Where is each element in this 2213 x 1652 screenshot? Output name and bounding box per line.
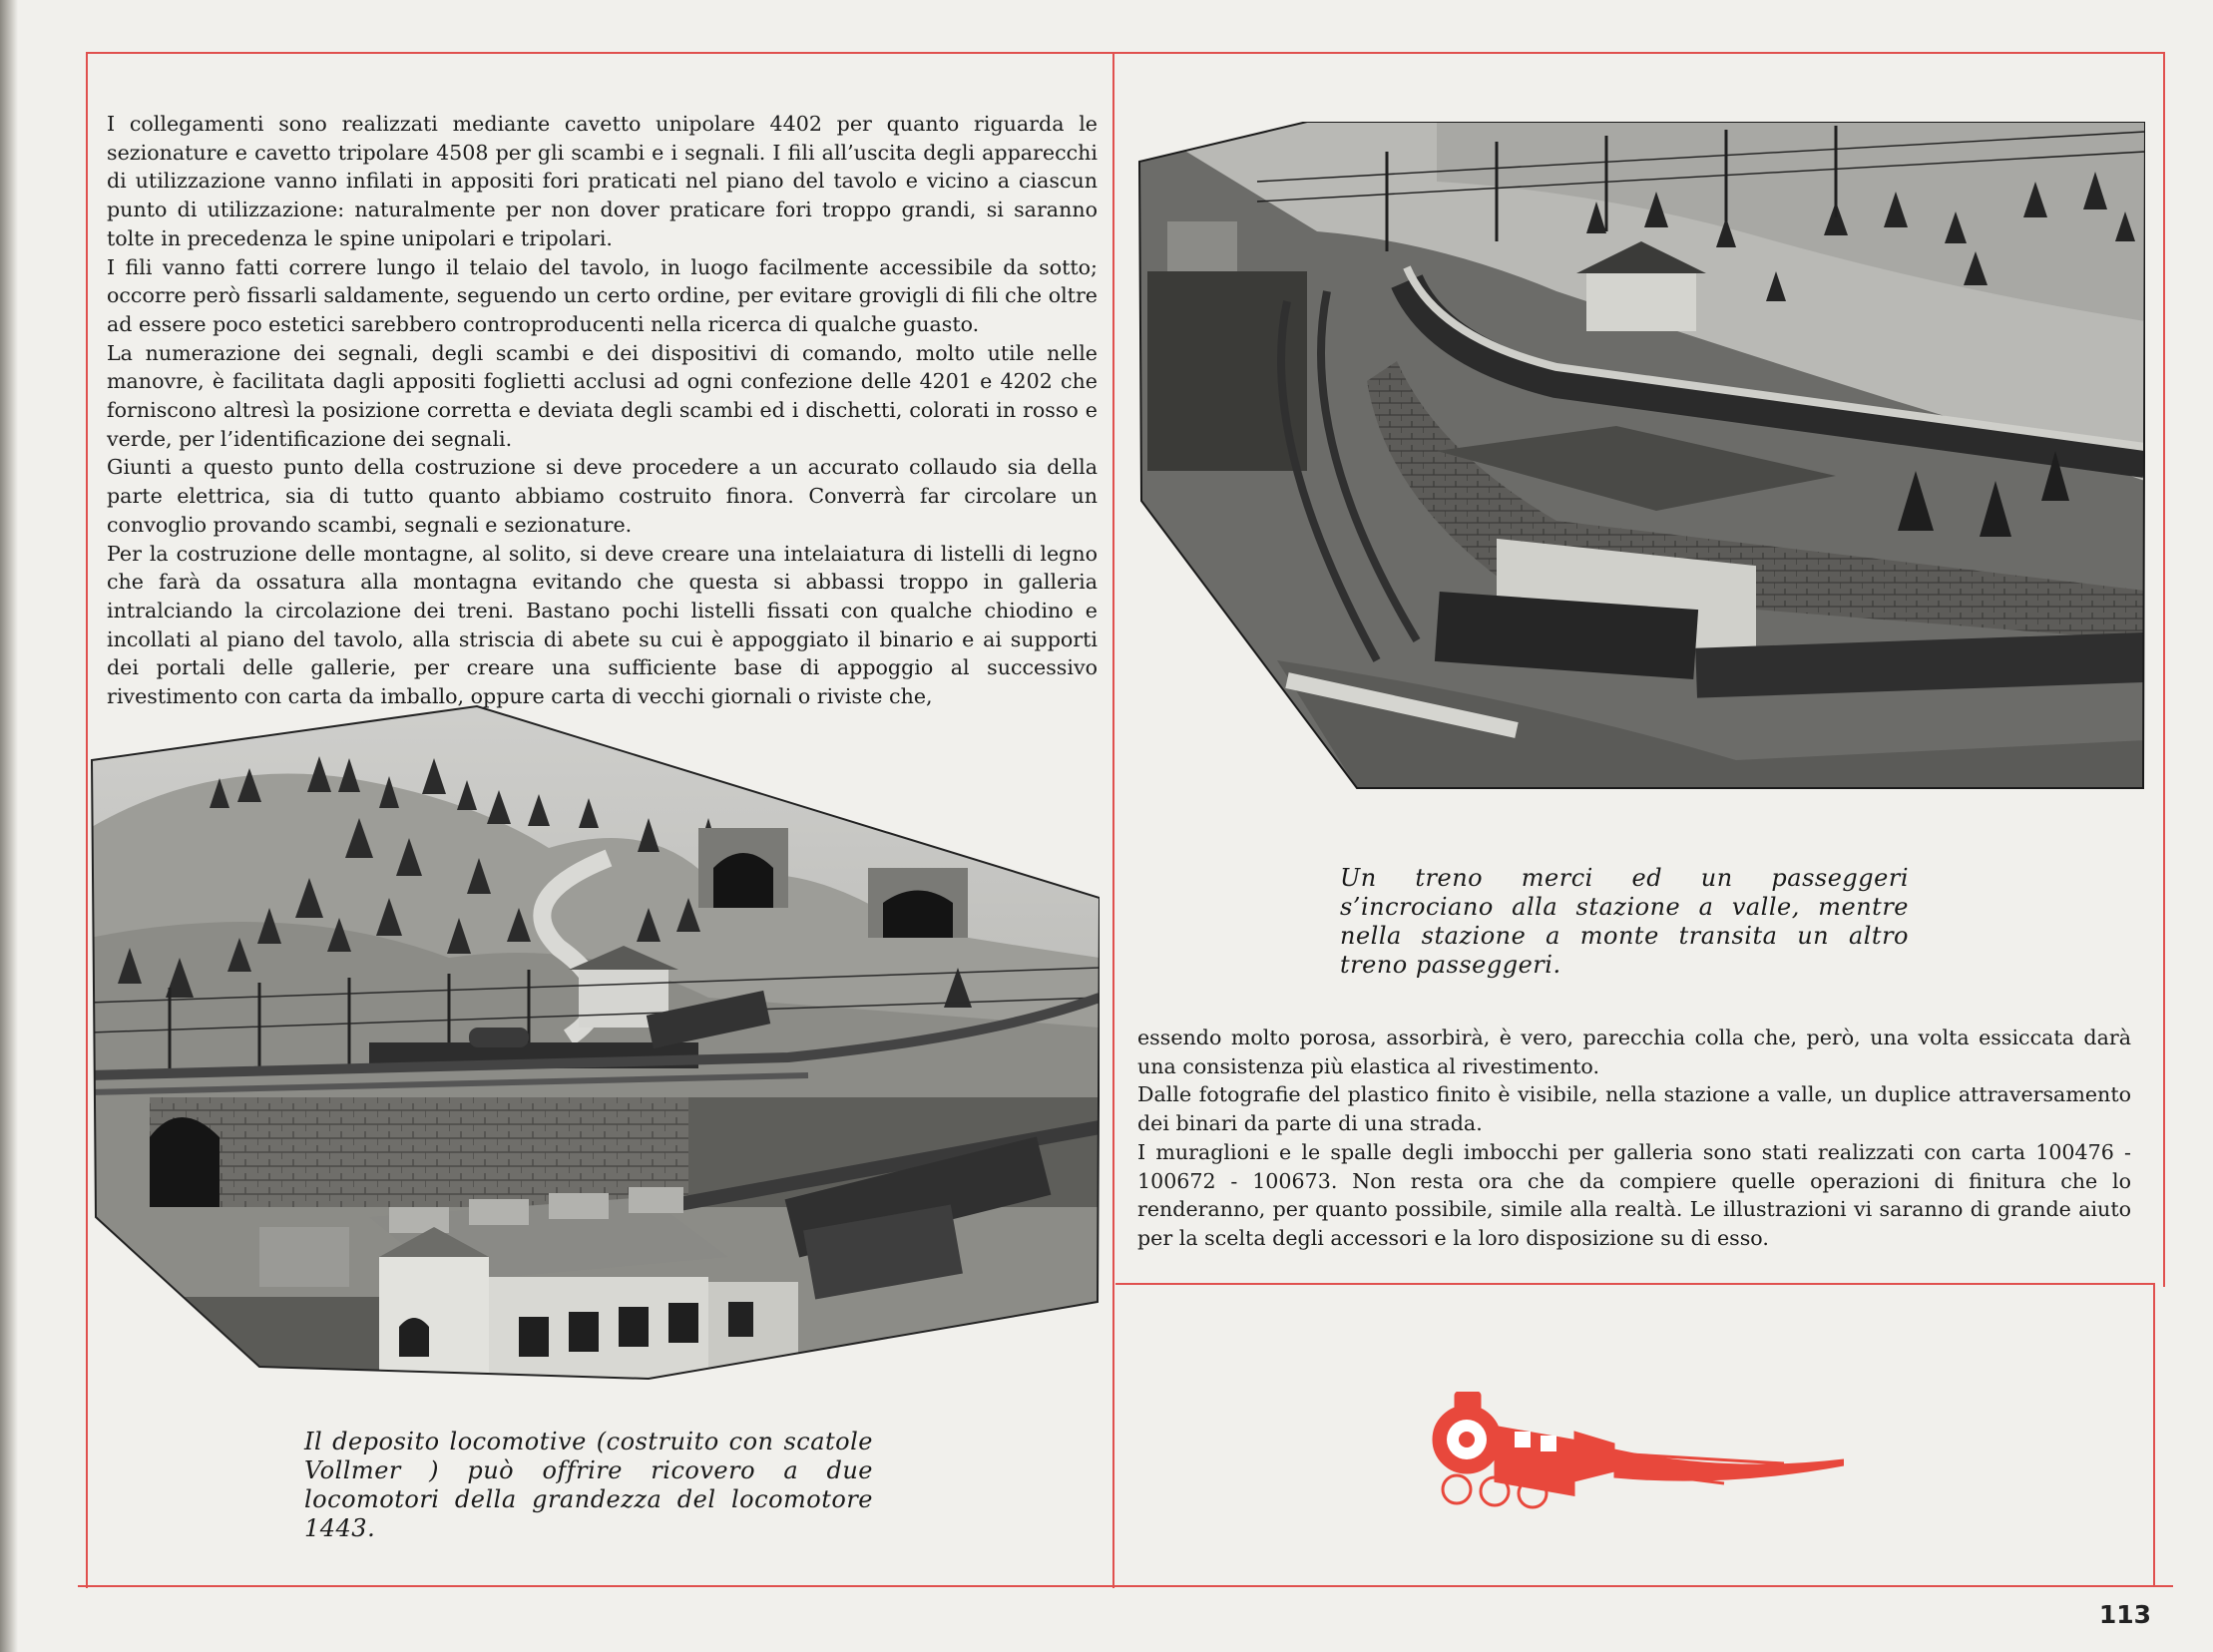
frame-right-line [2163, 52, 2165, 1287]
photo-locomotive-depot [90, 698, 1100, 1387]
paragraph: Dalle fotografie del plastico finito è visibile, nella stazione a valle, un duplice attraversamento dei binari da parte di una strada. [1137, 1082, 2131, 1136]
frame-left-line [86, 52, 88, 1588]
frame-divider-line [1115, 1283, 2155, 1285]
photo-mountain-stations [1137, 122, 2145, 790]
paragraph: I collegamenti sono realizzati mediante cavetto unipolare 4402 per quanto riguarda le sezionature e cavetto tripolare 4508 per gli scambi e i segnali. I fili all’uscita degli apparecchi di utilizzazione vanno infilati in appositi fori praticati nel piano del tavolo e vicino a ciascun punto di utilizzazione: naturalmente per non dover praticare fori troppo grandi, si saranno tolte in precedenza le spine unipolari e tripolari. [107, 112, 1098, 250]
frame-top-line [86, 52, 2165, 54]
left-photo-caption: Il deposito locomotive (costruito con scatole Vollmer ) può offrire ricovero a due locomotori della grandezza del locomotore 1443. [304, 1428, 873, 1542]
paragraph: essendo molto porosa, assorbirà, è vero, parecchia colla che, però, una volta essiccata darà una consistenza più elastica al rivestimento. [1137, 1026, 2131, 1078]
page-binding-edge [0, 0, 18, 1652]
right-body-text [1137, 1024, 2131, 1253]
steam-locomotive-icon [1425, 1392, 1844, 1511]
frame-bottom-line [78, 1585, 2173, 1587]
paragraph: I muraglioni e le spalle degli imbocchi per galleria sono stati realizzati con carta 100476 - 100672 - 100673. Non resta ora che da compiere quelle operazioni di finitura che lo renderanno, per quanto possibile, simile alla realtà. Le illustrazioni vi saranno di grande aiuto per la scelta degli accessori e la loro disposizione su di esso. [1137, 1139, 2131, 1250]
right-photo-caption: Un treno merci ed un passeggeri s’incrociano alla stazione a valle, mentre nella stazione a monte transita un altro treno passeggeri. [1340, 864, 1909, 979]
left-body-text [107, 110, 1098, 711]
frame-right-lower-line [2153, 1285, 2155, 1586]
page-number: 113 [2098, 1600, 2151, 1629]
paragraph: Giunti a questo punto della costruzione si deve procedere a un accurato collaudo sia della parte elettrica, sia di tutto quanto abbiamo costruito finora. Converrà far circolare un convoglio provando scambi, segnali e sezionature. [107, 455, 1098, 537]
paragraph: Per la costruzione delle montagne, al solito, si deve creare una intelaiatura di listelli di legno che farà da ossatura alla montagna evitando che questa si abbassi troppo in galleria intralciando la circolazione dei treni. Bastano pochi listelli fissati con qualche chiodino e incollati al piano del tavolo, alla striscia di abete su cui è appoggiato il binario e ai supporti dei portali delle gallerie, per creare una sufficiente base di appoggio al successivo rivestimento con carta da imballo, oppure carta di vecchi giornali o riviste che, [107, 541, 1098, 709]
frame-center-line [1112, 52, 1114, 1588]
paragraph: La numerazione dei segnali, degli scambi e dei dispositivi di comando, molto utile nelle manovre, è facilitata dagli appositi foglietti acclusi ad ogni confezione delle 4201 e 4202 che forniscono altresì la posizione corretta e deviata degli scambi ed i dischetti, colorati in rosso e verde, per l’identificazione dei segnali. [107, 340, 1098, 451]
paragraph: I fili vanno fatti correre lungo il telaio del tavolo, in luogo facilmente accessibile da sotto; occorre però fissarli saldamente, seguendo un certo ordine, per evitare grovigli di fili che oltre ad essere poco estetici sarebbero controproducenti nella ricerca di qualche guasto. [107, 254, 1098, 336]
